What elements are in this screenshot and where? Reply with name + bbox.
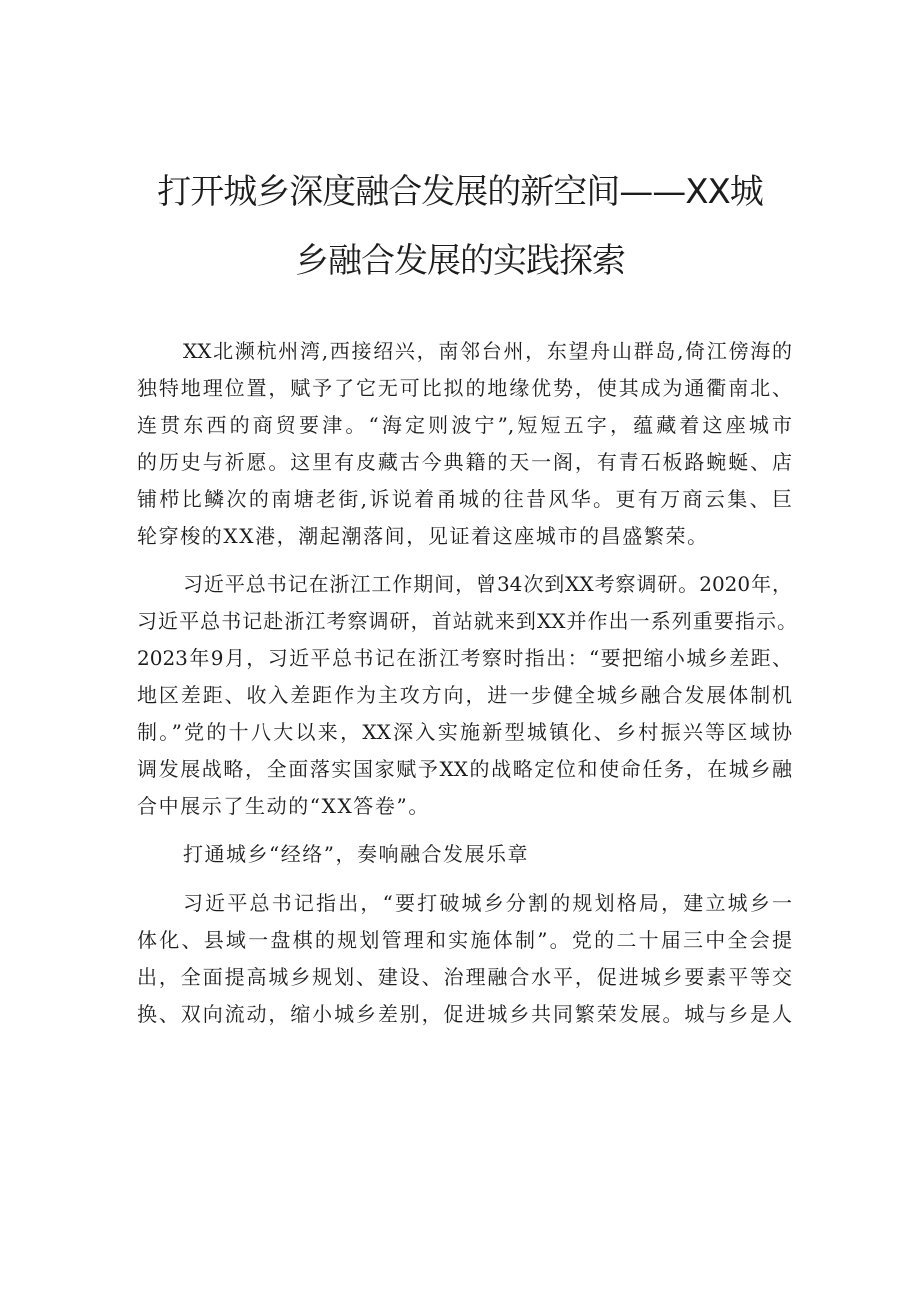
paragraph-line: 铺栉比鳞次的南塘老街,诉说着甬城的往昔风华。更有万商云集、巨	[137, 487, 792, 511]
paragraph-line: 调发展战略，全面落实国家赋予XX的战略定位和使命任务，在城乡融	[137, 757, 792, 781]
paragraph-line: 独特地理位置，赋予了它无可比拟的地缘优势，使其成为通衢南北、	[137, 376, 792, 400]
paragraph-line: 连贯东西的商贸要津。“海定则波宁”,短短五字，蕴藏着这座城市	[137, 413, 792, 437]
paragraph-line: 制。”党的十八大以来，XX深入实施新型城镇化、乡村振兴等区域协	[137, 720, 792, 744]
paragraph-line: 出，全面提高城乡规划、建设、治理融合水平，促进城乡要素平等交	[137, 965, 792, 989]
paragraph-line: 的历史与祈愿。这里有皮藏古今典籍的天一阁，有青石板路蜿蜒、店	[137, 450, 792, 474]
paragraph-line: 合中展示了生动的“XX答卷”。	[137, 794, 430, 818]
document-title	[60, 158, 860, 296]
title-line-1: 打开城乡深度融合发展的新空间——XX城	[157, 172, 763, 212]
paragraph-line: 2023年9月，习近平总书记在浙江考察时指出：“要把缩小城乡差距、	[137, 646, 792, 670]
title-line-2: 乡融合发展的实践探索	[295, 241, 625, 281]
paragraph-line: 习近平总书记指出，“要打破城乡分割的规划格局，建立城乡一	[183, 891, 792, 915]
paragraph-line: 换、双向流动，缩小城乡差别，促进城乡共同繁荣发展。城与乡是人	[137, 1002, 792, 1026]
paragraph-line: 习近平总书记赴浙江考察调研，首站就来到XX并作出一系列重要指示。	[137, 609, 797, 633]
paragraph-line: 习近平总书记在浙江工作期间，曾34次到XX考察调研。2020年，	[183, 572, 792, 596]
section-heading: 打通城乡“经络”，奏响融合发展乐章	[183, 842, 529, 866]
paragraph-line: 体化、县域一盘棋的规划管理和实施体制”。党的二十届三中全会提	[137, 928, 792, 952]
paragraph-line: 轮穿梭的XX港，潮起潮落间，见证着这座城市的昌盛繁荣。	[137, 524, 709, 548]
paragraph-line: 地区差距、收入差距作为主攻方向，进一步健全城乡融合发展体制机	[137, 683, 792, 707]
paragraph-line: XX北濒杭州湾,西接绍兴，南邻台州，东望舟山群岛,倚江傍海的	[183, 339, 792, 363]
